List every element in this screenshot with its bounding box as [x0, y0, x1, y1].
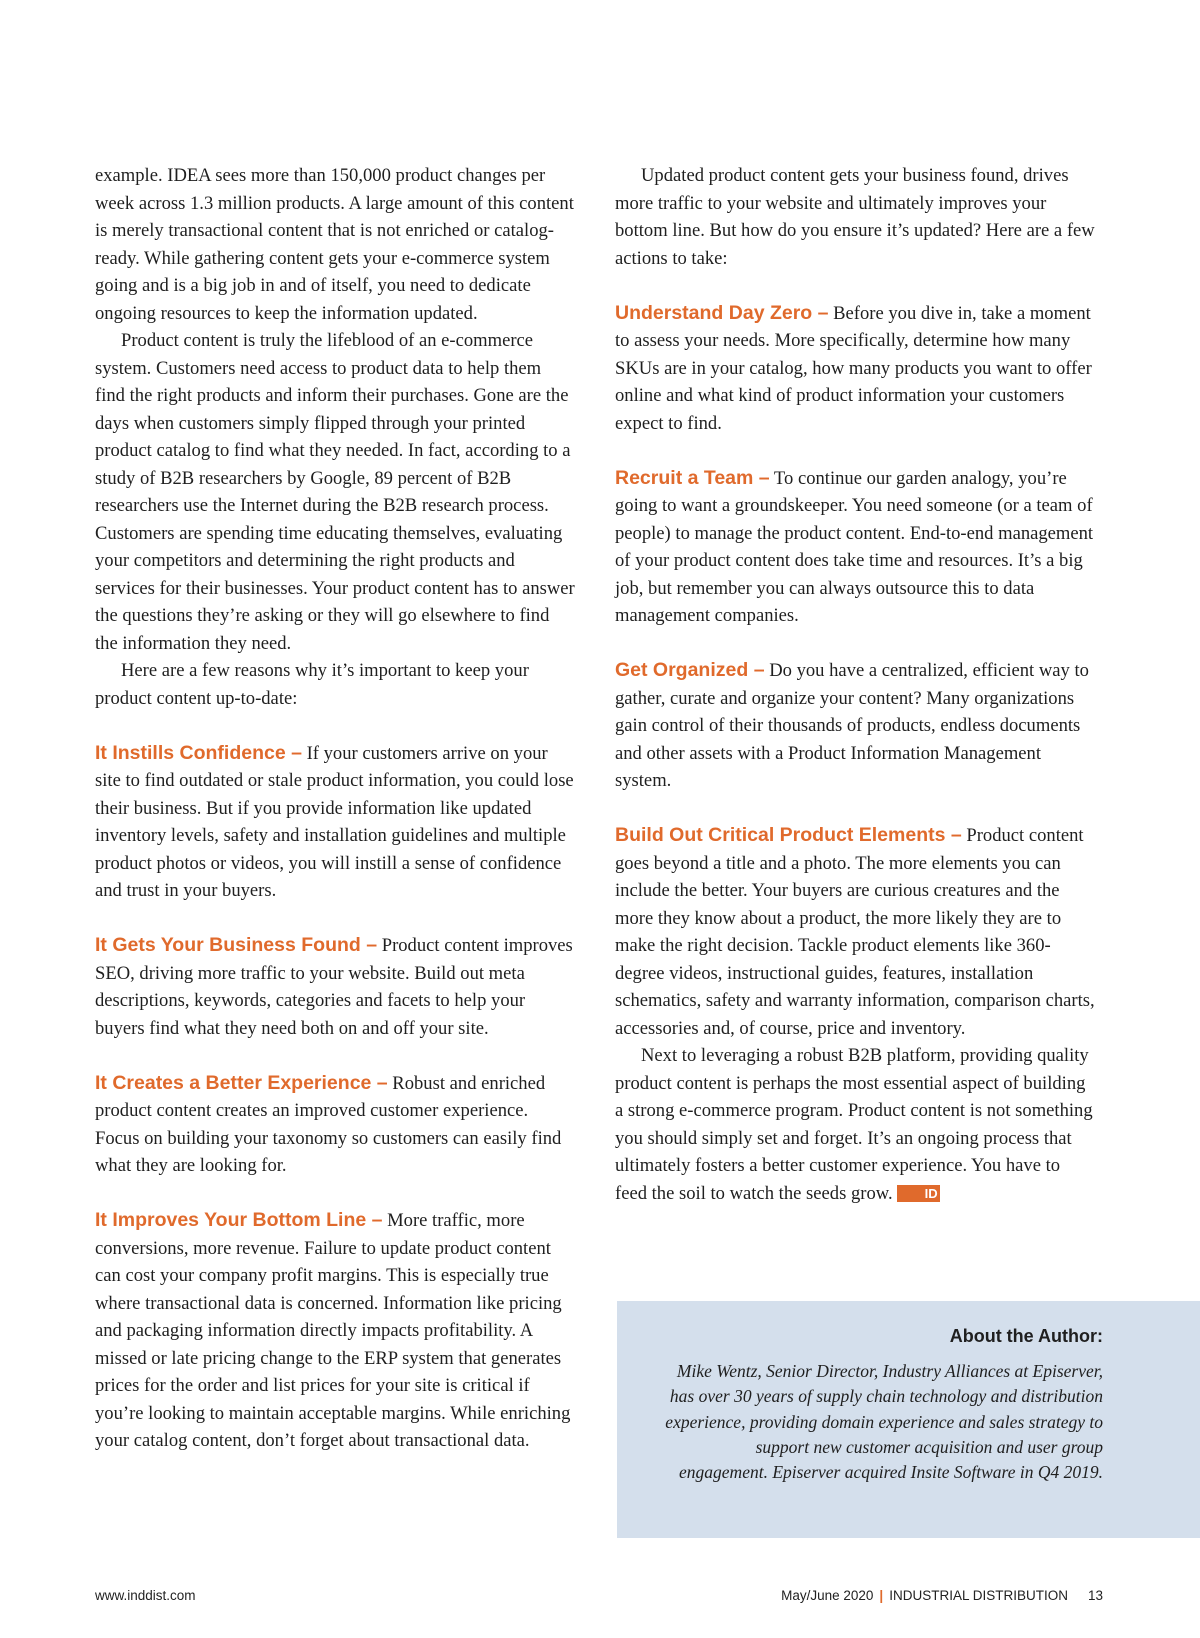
section-text: If your customers arrive on your site to find outdated or stale product information, you could lose their business. But if you provide information like updated inventory levels, safety and installation guidelines and multiple product photos or videos, you will instill a sense of confidence and trust in your buyers.	[95, 742, 574, 901]
section-text: Do you have a centralized, efficient way to gather, curate and organize your content? Many organizations gain control of their thousands of products, endless documents and other assets with a Product Information Management system.	[615, 660, 1089, 791]
paragraph: Updated product content gets your business found, drives more traffic to your website and ultimately improves your bottom line. But how do you ensure it’s updated? Here are a few actions to take:	[615, 165, 1095, 269]
paragraph: Product content is truly the lifeblood of an e-commerce system. Customers need access to product data to help them find the right products and inform their purchases. Gone are the days when customers simply flipped through your printed product catalog to find what they needed. In fact, according to a study of B2B researchers by Google, 89 percent of B2B researchers use the Internet during the B2B research process. Customers are spending time educating themselves, evaluating your competitors and determining the right products and services for their businesses. Your product content has to answer the questions they’re asking or they will go elsewhere to find the information they need.	[95, 330, 575, 654]
about-author-box	[617, 1301, 1200, 1538]
section-product-elements	[615, 822, 1095, 1042]
section-instills-confidence	[95, 740, 575, 905]
issue-date: May/June 2020	[781, 1588, 874, 1603]
section-heading: It Instills Confidence –	[95, 741, 302, 764]
section-heading: Build Out Critical Product Elements –	[615, 824, 962, 846]
section-heading: Get Organized –	[615, 659, 765, 681]
section-heading: It Gets Your Business Found –	[95, 934, 378, 956]
section-text: Before you dive in, take a moment to assess your needs. More specifically, determine how many SKUs are in your catalog, how many products you want to offer online and what kind of product information your customers expect to find.	[615, 302, 1092, 434]
closing-text: Next to leveraging a robust B2B platform, providing quality product content is perhaps the most essential aspect of building a strong e-commerce program. Product content is not something you should simply set and forget. It’s an ongoing process that ultimately fosters a better customer experience. You have to feed the soil to watch the seeds grow.	[615, 1045, 1093, 1204]
section-better-experience	[95, 1070, 575, 1180]
closing-paragraph	[615, 1042, 1095, 1207]
right-column	[615, 162, 1095, 1207]
end-mark-icon: ID	[897, 1185, 940, 1202]
author-box-title: About the Author:	[949, 1326, 1103, 1346]
section-heading: Understand Day Zero –	[615, 301, 829, 324]
section-text: Product content goes beyond a title and a photo. The more elements you can include the better. Your buyers are curious creatures and the more they know about a product, the more likely they are to make the right decision. Tackle product elements like 360-degree videos, instructional guides, features, installation schematics, safety and warranty information, comparison charts, accessories and, of course, price and inventory.	[615, 825, 1095, 1039]
section-text: Product content improves SEO, driving more traffic to your website. Build out meta descriptions, keywords, categories and facets to help your buyers find what they need both on and off your site.	[95, 935, 573, 1039]
paragraph: Here are a few reasons why it’s important to keep your product content up-to-date:	[95, 660, 529, 709]
section-heading: Recruit a Team –	[615, 466, 770, 489]
section-text: Robust and enriched product content creates an improved customer experience. Focus on building your taxonomy so customers can easily find what they are looking for.	[95, 1072, 562, 1176]
publication-name: INDUSTRIAL DISTRIBUTION	[889, 1588, 1068, 1603]
section-heading: It Creates a Better Experience –	[95, 1071, 388, 1094]
section-bottom-line	[95, 1207, 575, 1455]
section-business-found	[95, 932, 575, 1042]
section-text: More traffic, more conversions, more revenue. Failure to update product content can cost your company profit margins. This is especially true where transactional data is concerned. Information like pricing and packaging information directly impacts profitability. A missed or late pricing change to the ERP system that generates prices for the order and list prices for your site is critical if you’re looking to maintain acceptable margins. While enriching your catalog content, don’t forget about transactional data.	[95, 1210, 571, 1451]
left-column	[95, 162, 575, 1455]
author-bio: Mike Wentz, Senior Director, Industry Alliances at Episerver, has over 30 years of supply chain technology and distribution experience, providing domain experience and sales strategy to support new customer acquisition and user group engagement. Episerver acquired Insite Software in Q4 2019.	[665, 1361, 1103, 1483]
footer-website	[95, 1588, 196, 1603]
section-heading: It Improves Your Bottom Line –	[95, 1209, 383, 1231]
section-day-zero	[615, 300, 1095, 438]
section-get-organized	[615, 657, 1095, 795]
footer-separator: |	[879, 1588, 884, 1603]
footer-issue-info	[781, 1588, 1103, 1603]
paragraph: example. IDEA sees more than 150,000 product changes per week across 1.3 million products. A large amount of this content is merely transactional content that is not enriched or catalog-ready. While gathering content gets your e-commerce system going and is a big job in and of itself, you need to dedicate ongoing resources to keep the information updated.	[95, 165, 574, 324]
section-text: To continue our garden analogy, you’re going to want a groundskeeper. You need someone (or a team of people) to manage the product content. End-to-end management of your product content does take time and resources. It’s a big job, but remember you can always outsource this to data management companies.	[615, 467, 1094, 626]
section-recruit-team	[615, 465, 1095, 630]
page-number: 13	[1087, 1588, 1103, 1603]
website-link[interactable]: www.inddist.com	[95, 1588, 196, 1603]
